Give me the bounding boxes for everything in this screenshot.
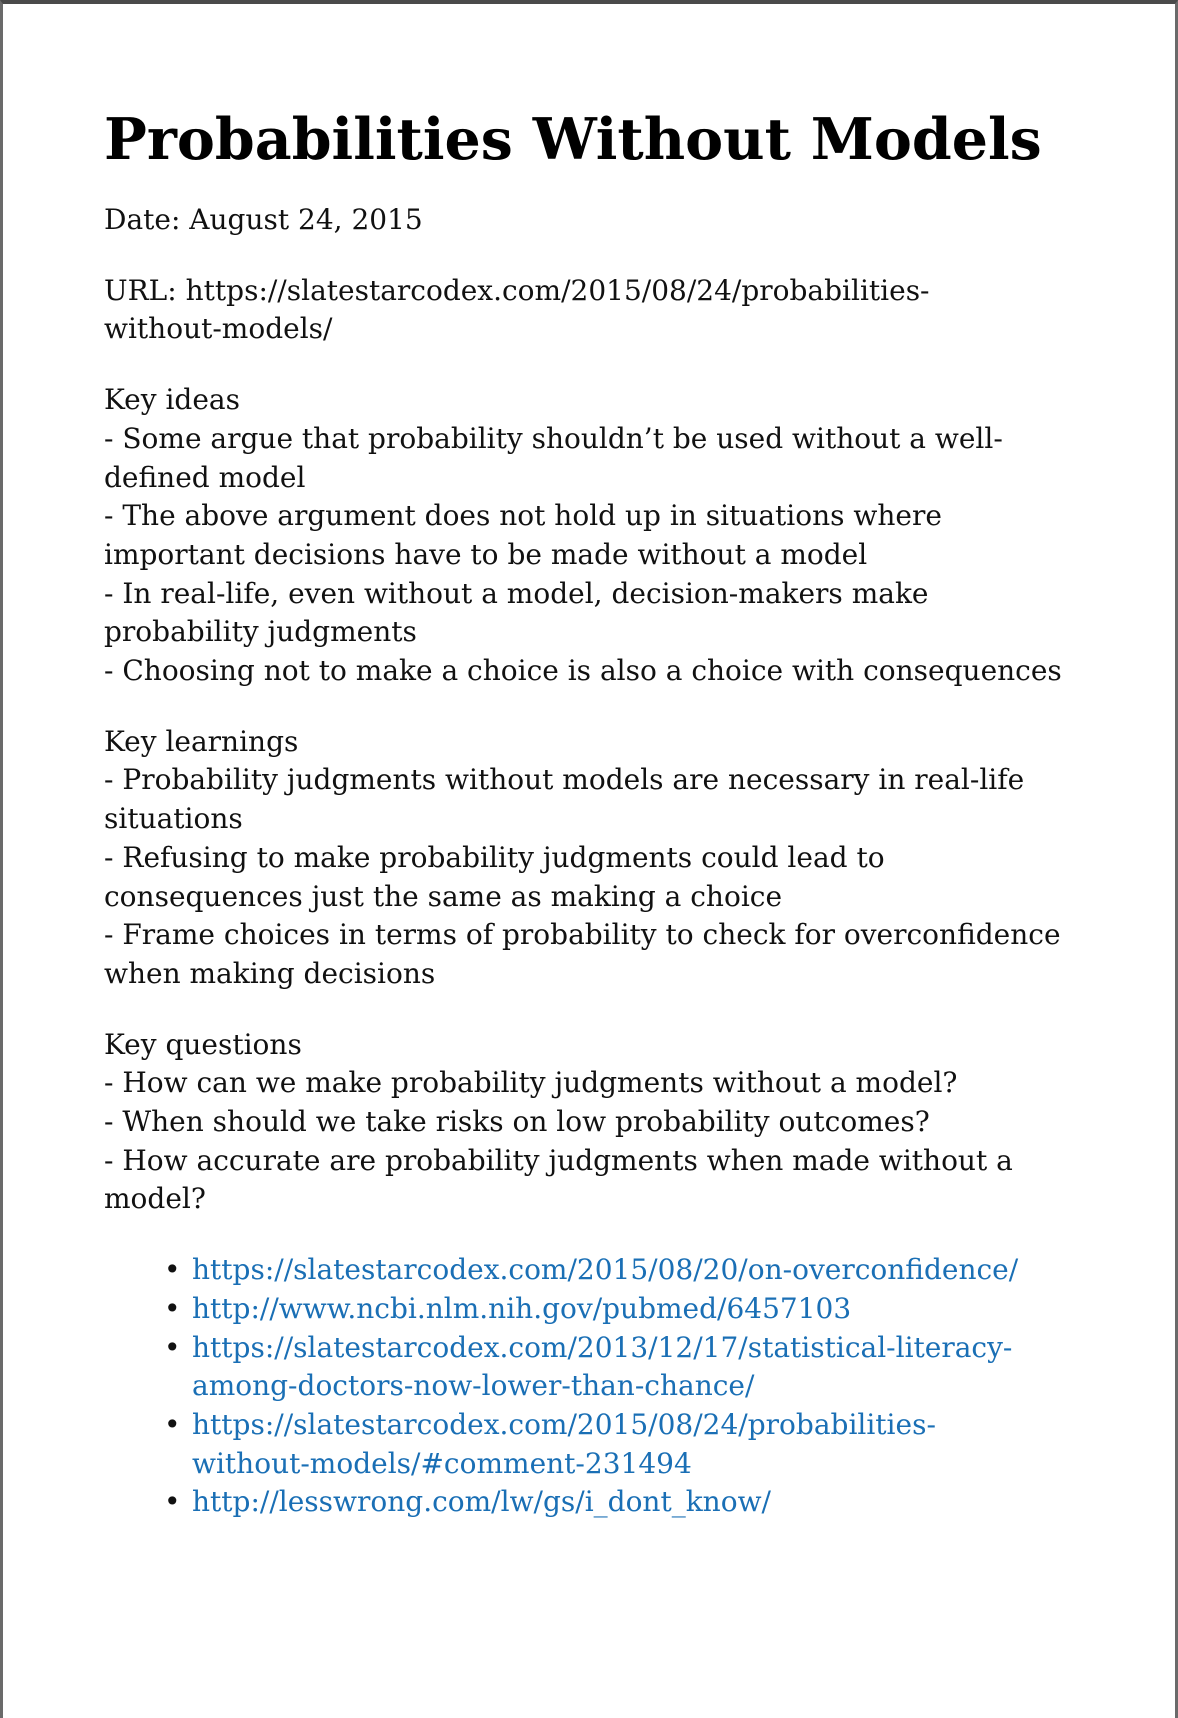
key-learnings-line: - Frame choices in terms of probability to check for overconfidence: [104, 918, 1061, 952]
key-learnings-line: consequences just the same as making a choice: [104, 879, 783, 913]
key-learnings-section: [104, 723, 1084, 994]
reference-link[interactable]: [192, 1406, 1084, 1483]
reference-link-item: [164, 1329, 1084, 1406]
key-ideas-line: - Some argue that probability shouldn’t be used without a well-: [104, 421, 1003, 455]
key-learnings-line: - Probability judgments without models are necessary in real-life: [104, 763, 1025, 797]
document-content: [104, 96, 1084, 1522]
reference-link-text[interactable]: http://lesswrong.com/lw/gs/i_dont_know/: [192, 1485, 771, 1519]
key-learnings-line: when making decisions: [104, 956, 436, 990]
bullet-icon: •: [164, 1330, 181, 1364]
key-learnings-heading: Key learnings: [104, 724, 299, 758]
key-ideas-line: defined model: [104, 460, 306, 494]
reference-link-item: [164, 1251, 1084, 1290]
reference-links-list: [104, 1251, 1084, 1522]
key-questions-line: - How accurate are probability judgments when made without a: [104, 1143, 1013, 1177]
bullet-icon: •: [164, 1407, 181, 1441]
key-questions-line: - How can we make probability judgments without a model?: [104, 1066, 958, 1100]
reference-link-text[interactable]: without-models/#comment-231494: [192, 1446, 692, 1480]
page-title: Probabilities Without Models: [104, 106, 1042, 173]
reference-link-item: [164, 1483, 1084, 1522]
reference-link-text[interactable]: https://slatestarcodex.com/2013/12/17/statistical-literacy-: [192, 1330, 1013, 1364]
reference-link-text[interactable]: https://slatestarcodex.com/2015/08/20/on-overconfidence/: [192, 1253, 1019, 1287]
reference-link-text[interactable]: among-doctors-now-lower-than-chance/: [192, 1369, 755, 1403]
key-ideas-section: [104, 381, 1084, 691]
reference-link[interactable]: [192, 1290, 1084, 1329]
key-ideas-line: probability judgments: [104, 615, 417, 649]
url-line: URL: https://slatestarcodex.com/2015/08/24/probabilities-: [104, 273, 930, 307]
date-line: Date: August 24, 2015: [104, 203, 423, 236]
reference-link-text[interactable]: http://www.ncbi.nlm.nih.gov/pubmed/6457103: [192, 1291, 852, 1325]
key-learnings-line: situations: [104, 802, 243, 836]
key-ideas-line: - The above argument does not hold up in situations where: [104, 499, 942, 533]
reference-link-item: [164, 1290, 1084, 1329]
key-questions-line: - When should we take risks on low probability outcomes?: [104, 1105, 930, 1139]
url-line: without-models/: [104, 312, 333, 346]
key-ideas-heading: Key ideas: [104, 383, 240, 417]
reference-link[interactable]: [192, 1251, 1084, 1290]
reference-link-text[interactable]: https://slatestarcodex.com/2015/08/24/probabilities-: [192, 1407, 936, 1441]
key-ideas-line: - Choosing not to make a choice is also a choice with consequences: [104, 654, 1062, 688]
url-block: [104, 272, 1084, 349]
bullet-icon: •: [164, 1253, 181, 1287]
key-learnings-line: - Refusing to make probability judgments could lead to: [104, 840, 885, 874]
reference-link[interactable]: [192, 1483, 1084, 1522]
key-ideas-line: - In real-life, even without a model, decision-makers make: [104, 576, 929, 610]
key-ideas-line: important decisions have to be made without a model: [104, 537, 868, 571]
bullet-icon: •: [164, 1291, 181, 1325]
key-questions-section: [104, 1026, 1084, 1220]
reference-link-item: [164, 1406, 1084, 1483]
reference-link[interactable]: [192, 1329, 1084, 1406]
key-questions-line: model?: [104, 1182, 206, 1216]
bullet-icon: •: [164, 1485, 181, 1519]
key-questions-heading: Key questions: [104, 1027, 302, 1061]
